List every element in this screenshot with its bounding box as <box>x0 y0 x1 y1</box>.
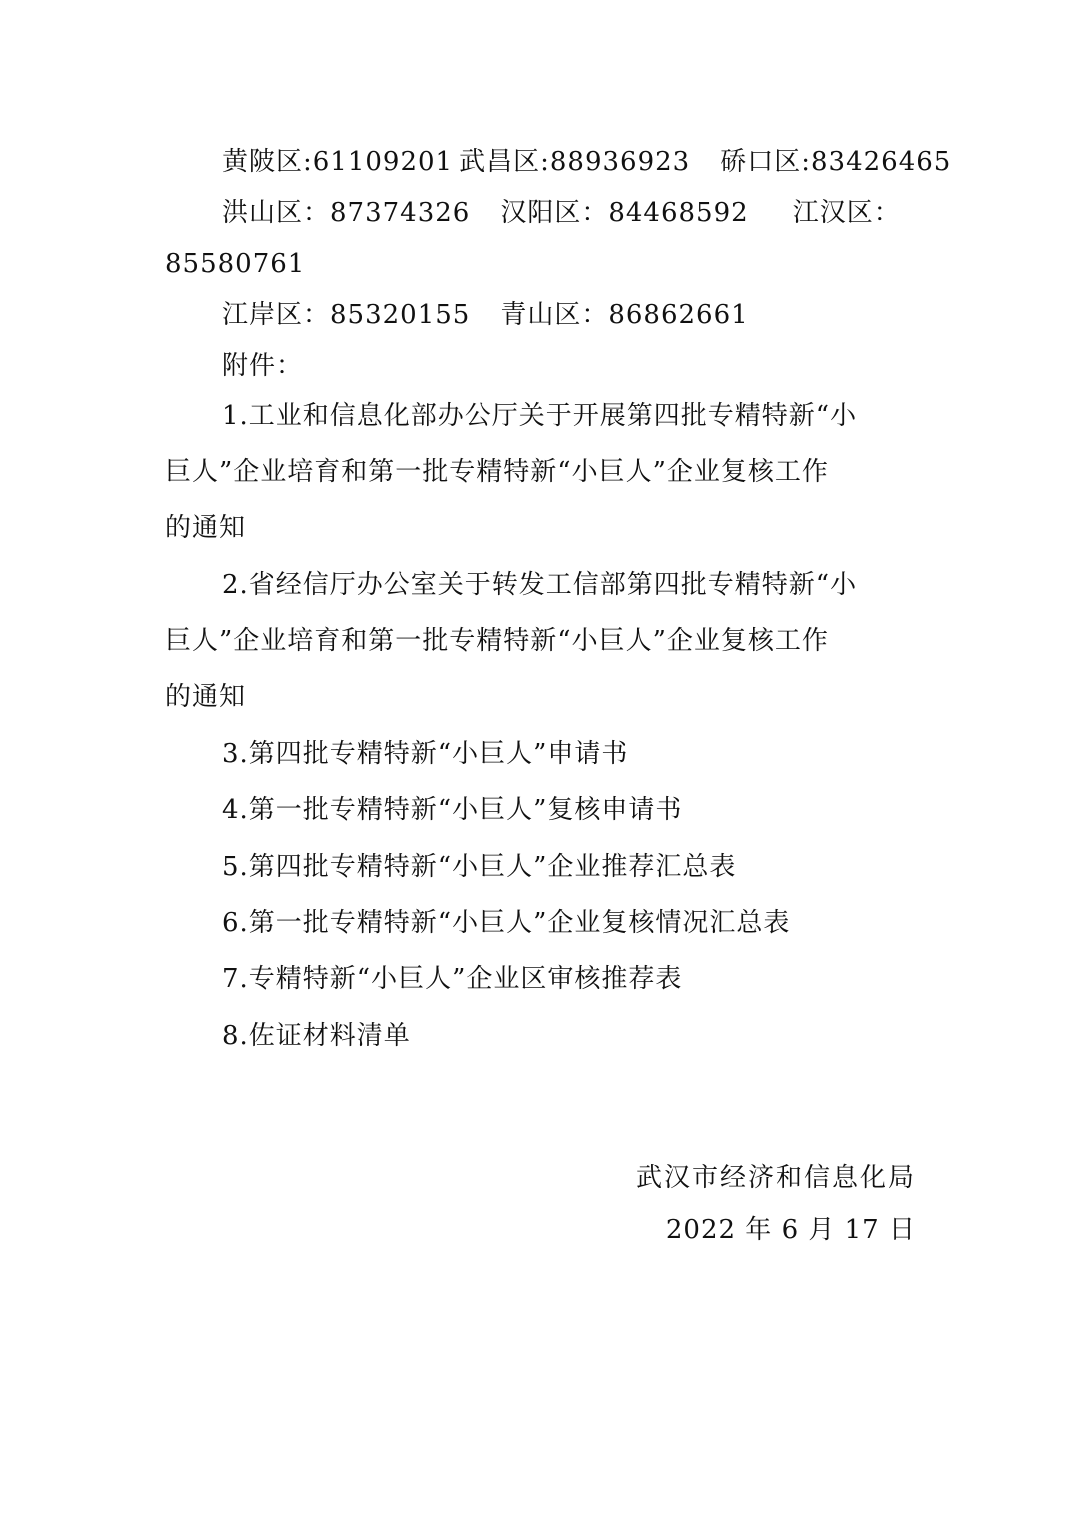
contact-jianghan-number: 85580761 <box>165 249 306 279</box>
contact-row-1 <box>222 146 951 178</box>
attachments-heading: 附件： <box>222 351 304 381</box>
contact-qingshan: 青山区：86862661 <box>500 300 749 330</box>
attachment-item-1-line-3: 的通知 <box>165 513 247 543</box>
contact-row-2 <box>222 197 901 229</box>
issue-date: 2022 年 6 月 17 日 <box>665 1215 916 1245</box>
contact-row-3 <box>222 299 749 331</box>
contact-hanyang: 汉阳区：84468592 <box>500 198 749 228</box>
contact-hongshan: 洪山区：87374326 <box>222 198 471 228</box>
attachment-item-2-line-2: 巨人”企业培育和第一批专精特新“小巨人”企业复核工作 <box>165 626 829 656</box>
attachment-item-2-line-3: 的通知 <box>165 682 247 712</box>
attachment-item-4: 4.第一批专精特新“小巨人”复核申请书 <box>222 795 683 825</box>
attachment-item-1-line-1: 1.工业和信息化部办公厅关于开展第四批专精特新“小 <box>222 401 858 431</box>
attachment-item-5: 5.第四批专精特新“小巨人”企业推荐汇总表 <box>222 852 737 882</box>
attachment-item-1-line-2: 巨人”企业培育和第一批专精特新“小巨人”企业复核工作 <box>165 457 829 487</box>
contact-jiangan: 江岸区：85320155 <box>222 300 471 330</box>
contact-huangpi: 黄陂区:61109201 <box>222 147 454 177</box>
attachment-item-3: 3.第四批专精特新“小巨人”申请书 <box>222 739 629 769</box>
attachment-item-8: 8.佐证材料清单 <box>222 1021 411 1051</box>
attachment-item-2-line-1: 2.省经信厅办公室关于转发工信部第四批专精特新“小 <box>222 570 858 600</box>
attachment-item-6: 6.第一批专精特新“小巨人”企业复核情况汇总表 <box>222 908 791 938</box>
attachment-item-7: 7.专精特新“小巨人”企业区审核推荐表 <box>222 964 683 994</box>
contact-wuchang: 武昌区:88936923 <box>459 147 691 177</box>
contact-qiaokou: 硚口区:83426465 <box>720 147 952 177</box>
issuer-name: 武汉市经济和信息化局 <box>635 1163 916 1193</box>
contact-jianghan: 江汉区： <box>792 198 901 228</box>
